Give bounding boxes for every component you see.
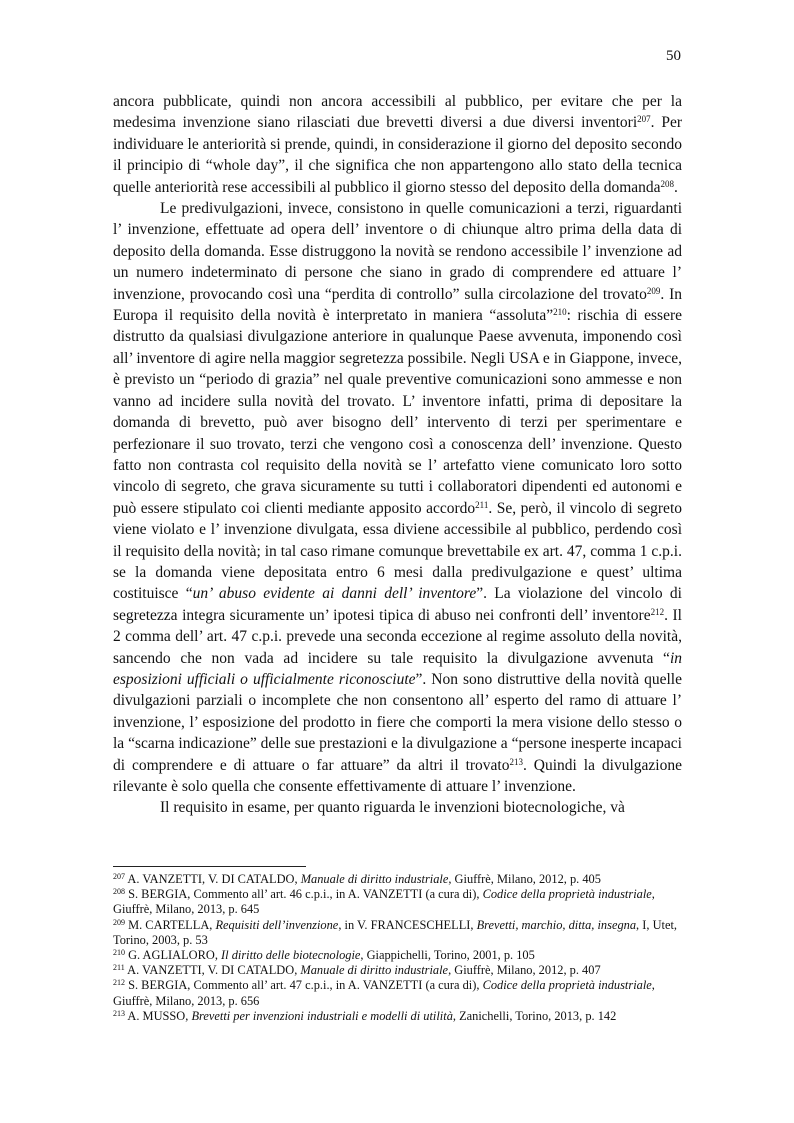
footnote-ref: 209: [113, 917, 125, 927]
footnote-ref: 207: [113, 872, 125, 881]
text-run: .: [674, 178, 678, 196]
footnote: [113, 978, 682, 1008]
text-run: , Giuffrè, Milano, 2012, p. 407: [448, 963, 601, 978]
text-run: , in V. FRANCESCHELLI,: [338, 917, 477, 932]
paragraph: [113, 198, 682, 797]
text-run: , Giuffrè, Milano, 2013, p. 656: [113, 978, 655, 1008]
footnote-ref: 211: [475, 499, 489, 510]
italic-text: Codice della proprietà industriale: [482, 887, 652, 902]
footnote-ref: 211: [113, 963, 125, 973]
text-run: . Il 2 comma dell’ art. 47 c.p.i. prevede una seconda eccezione al regime assoluto della novità, sancendo che non vada ad incidere su tale requisito la divulgazione avvenuta “: [113, 606, 682, 667]
text-run: , I, Utet, Torino, 2003, p. 53: [113, 917, 677, 947]
footnote: [113, 963, 682, 978]
footnote-ref: 210: [553, 307, 567, 318]
text-run: . Quindi la divulgazione rilevante è solo quella che consente effettivamente di attuare l’ invenzione.: [113, 756, 682, 795]
text-run: S. BERGIA, Commento all’ art. 47 c.p.i., in A. VANZETTI (a cura di),: [125, 978, 483, 993]
text-run: ancora pubblicate, quindi non ancora accessibili al pubblico, per evitare che per la medesima invenzione siano rilasciati due brevetti diversi a due diversi inventori: [113, 93, 682, 132]
text-run: S. BERGIA, Commento all’ art. 46 c.p.i., in A. VANZETTI (a cura di),: [125, 887, 483, 902]
text-run: ”. Non sono distruttive della novità quelle divulgazioni parziali o incomplete che non consentono all’ esperto del ramo di attuare l’ invenzione, l’ esposizione del prodotto in fiere che comporti la mera visione dello stesso o la “scarna indicazione” delle sue prestazioni e la divulgazione a “persone inesperte incapaci di comprendere e di attuare o far attuare” da altri il trovato: [113, 670, 682, 774]
text-run: G. AGLIALORO,: [125, 948, 222, 963]
paragraph: [113, 91, 682, 198]
italic-text: Manuale di diritto industriale: [300, 963, 449, 978]
paragraph: [113, 797, 682, 818]
footnotes: [113, 872, 682, 1024]
text-run: Le predivulgazioni, invece, consistono in quelle comunicazioni a terzi, riguardanti l’ invenzione, effettuate ad opera dell’ inventore o di chiunque altro prima della data di deposito della domanda. Esse distruggono la novità se rendono accessibile l’ invenzione ad un numero indeterminato di persone che siano in grado di comprendere ed attuare l’ invenzione, provocando così una “perdita di controllo” sulla circolazione del trovato: [113, 200, 682, 303]
text-run: , Giuffrè, Milano, 2013, p. 645: [113, 887, 655, 917]
italic-text: Codice della proprietà industriale: [482, 978, 652, 993]
footnote: [113, 887, 682, 917]
text-run: Il requisito in esame, per quanto riguarda le invenzioni biotecnologiche, và: [160, 799, 625, 817]
text-run: A. MUSSO,: [125, 1008, 192, 1023]
page-number: 50: [666, 48, 681, 64]
italic-text: in esposizioni ufficiali o ufficialmente riconosciute: [113, 649, 682, 688]
italic-text: Requisiti dell’invenzione: [215, 917, 339, 932]
text-run: ”. La violazione del vincolo di segretezza integra sicuramente un’ ipotesi tipica di abuso nei confronti dell’ inventore: [113, 585, 682, 624]
text-run: . In Europa il requisito della novità è interpretato in maniera “assoluta”: [113, 285, 682, 325]
footnote: [113, 1009, 682, 1024]
text-run: : rischia di essere distrutto da qualsiasi divulgazione anteriore in qualunque Paese avvenuta, imponendo così all’ inventore di agire nella maggior segretezza possibile. Negli USA e in Giappone, invece, è previsto un “periodo di grazia” nel quale preventive comunicazioni sono ammesse e non vanno ad incidere sulla novità del trovato. L’ inventore infatti, prima di depositare la domanda di brevetto, può aver bisogno dell’ intervento di terzi per sperimentare e perfezionare il suo trovato, terzi che vengono così a conoscenza dell’ invenzione. Questo fatto non contrasta col requisito della novità se l’ artefatto viene comunicato loro sotto vincolo di segreto, che grava sicuramente su tutti i collaboratori dipendenti ed autonomi e può essere stipulato coi clienti mediante apposito accordo: [113, 307, 682, 517]
footnote-separator: [113, 866, 306, 867]
text-run: , Giuffrè, Milano, 2012, p. 405: [448, 872, 601, 886]
italic-text: Manuale di diritto industriale: [300, 872, 449, 886]
text-run: A. VANZETTI, V. DI CATALDO,: [124, 963, 301, 978]
text-run: . Se, però, il vincolo di segreto viene violato e l’ invenzione divulgata, essa diviene accessibile al pubblico, perdendo così il requisito della novità; in tal caso rimane comunque brevettabile ex art. 47, comma 1 c.p.i. se la domanda viene depositata entro 6 mesi dalla predivulgazione e quest’ ultima costituisce “: [113, 499, 682, 603]
footnote-ref: 208: [113, 887, 125, 897]
italic-text: un’ abuso evidente ai danni dell’ inventore: [192, 585, 477, 603]
footnote: [113, 872, 682, 887]
footnote-ref: 210: [113, 948, 125, 958]
footnote-ref: 213: [509, 756, 523, 767]
footnote: [113, 948, 682, 963]
footnote-ref: 212: [650, 606, 665, 617]
italic-text: Brevetti per invenzioni industriali e modelli di utilità: [191, 1008, 453, 1023]
body-text: [113, 91, 682, 819]
footnote: [113, 918, 682, 948]
italic-text: Brevetti, marchio, ditta, insegna: [476, 917, 637, 932]
footnote-ref: 209: [646, 285, 661, 296]
footnote-ref: 212: [113, 978, 125, 988]
text-run: , Giappichelli, Torino, 2001, p. 105: [360, 948, 535, 963]
text-run: M. CARTELLA,: [125, 917, 216, 932]
text-run: A. VANZETTI, V. DI CATALDO,: [125, 872, 301, 886]
text-run: . Per individuare le anteriorità si prende, quindi, in considerazione il giorno del deposito secondo il principio di “whole day”, il che significa che non appartengono allo stato della tecnica quelle anteriorità rese accessibili al pubblico il giorno stesso del deposito della domanda: [113, 114, 682, 196]
footnote-ref: 207: [637, 114, 651, 125]
footnote-ref: 208: [660, 178, 675, 189]
text-run: , Zanichelli, Torino, 2013, p. 142: [452, 1008, 617, 1023]
footnote-ref: 213: [113, 1008, 125, 1018]
italic-text: Il diritto delle biotecnologie: [221, 948, 361, 963]
